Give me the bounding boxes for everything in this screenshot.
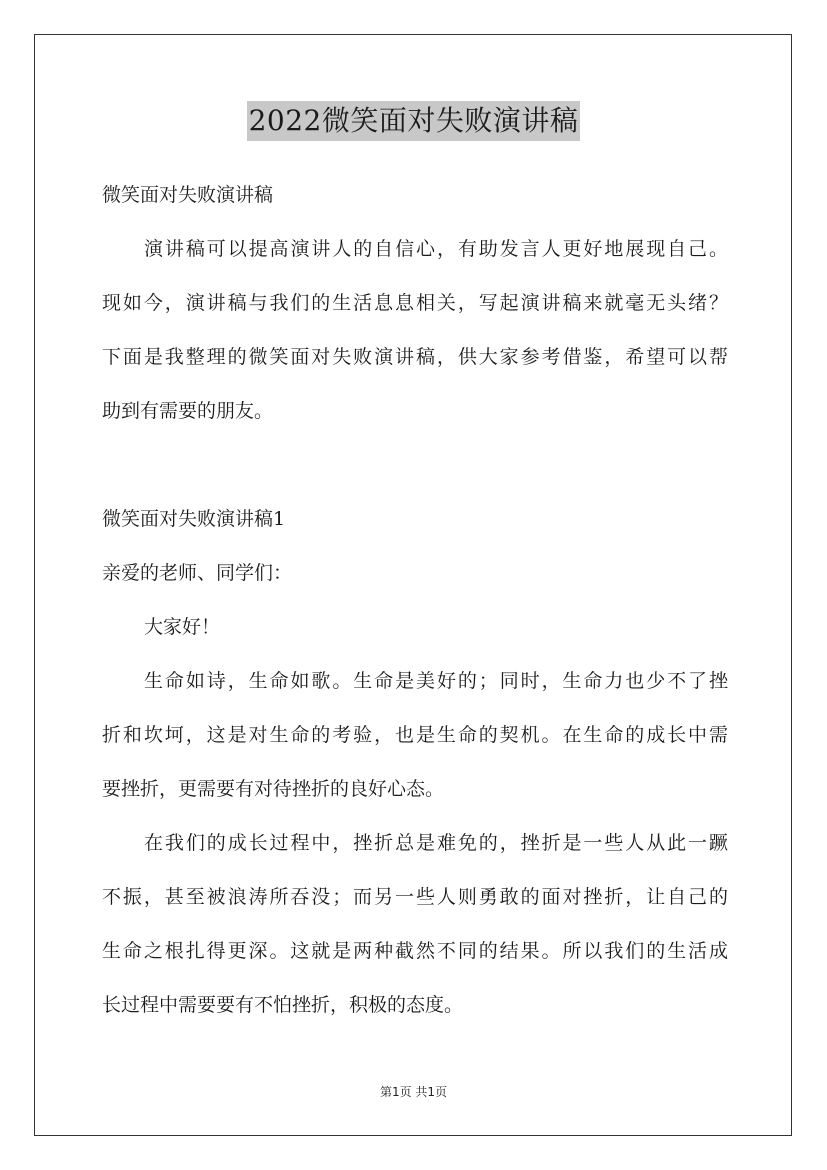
paragraph-line: 要挫折，更需要有对待挫折的良好心态。 [102,778,445,800]
page-footer [0,1084,827,1100]
blank-line [102,438,728,492]
paragraph-line: 现如今，演讲稿与我们的生活息息相关，写起演讲稿来就毫无头绪？ [102,292,728,314]
salutation: 亲爱的老师、同学们： [102,562,293,584]
paragraph-line: 长过程中需要要有不怕挫折，积极的态度。 [102,994,464,1016]
paragraph-line: 下面是我整理的微笑面对失败演讲稿，供大家参考借鉴，希望可以帮 [102,346,728,368]
title-container [0,101,827,141]
paragraph-line: 生命如诗，生命如歌。生命是美好的；同时，生命力也少不了挫 [144,670,728,692]
paragraph-line: 在我们的成长过程中，挫折总是难免的，挫折是一些人从此一蹶 [144,832,728,854]
paragraph-line: 演讲稿可以提高演讲人的自信心，有助发言人更好地展现自己。 [144,238,728,260]
paragraph-line: 折和坎坷，这是对生命的考验，也是生命的契机。在生命的成长中需 [102,724,728,746]
paragraph-line: 不振，甚至被浪涛所吞没；而另一些人则勇敢的面对挫折，让自己的 [102,886,728,908]
section-heading: 微笑面对失败演讲稿 [102,184,274,206]
document-body [102,168,728,1032]
section-heading: 微笑面对失败演讲稿1 [102,508,286,530]
document-title: 2022微笑面对失败演讲稿 [247,101,581,141]
greeting: 大家好！ [144,616,221,638]
paragraph-line: 助到有需要的朋友。 [102,400,274,422]
paragraph-line: 生命之根扎得更深。这就是两种截然不同的结果。所以我们的生活成 [102,940,728,962]
page-number: 第1页 共1页 [379,1085,448,1099]
